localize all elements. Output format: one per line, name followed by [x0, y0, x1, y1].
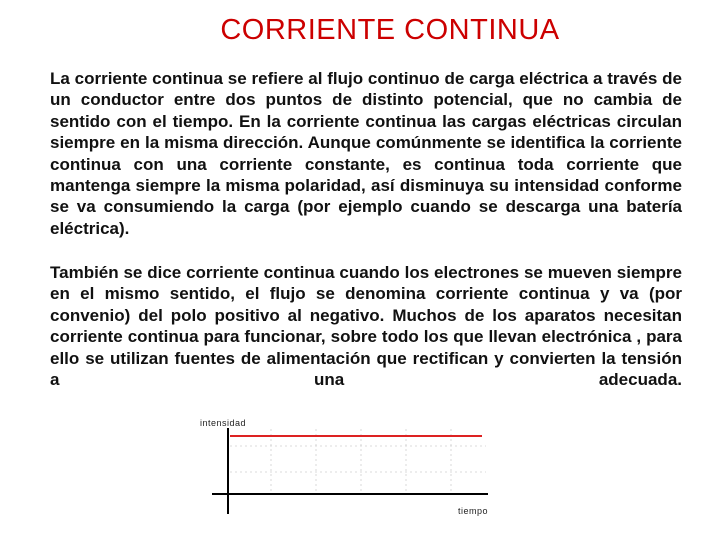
y-axis-label: intensidad — [200, 418, 247, 428]
paragraph-2: También se dice corriente continua cuando los electrones se mueven siempre en el mismo sentido, el flujo se denomina corriente continua y va (por convenio) del polo positivo al negativo. Muchos de los aparatos necesitan corriente continua para funcionar, sobre todo los que llevan electrónica , para ello se utilizan fuentes de alimentación que rectifican y convierten la tensión a una adecuada. — [50, 263, 682, 390]
current-time-chart — [196, 414, 496, 524]
x-axis-label: tiempo — [458, 506, 489, 516]
chart-grid — [230, 429, 486, 494]
page-title: CORRIENTE CONTINUA — [220, 14, 560, 46]
paragraph-1: La corriente continua se refiere al flujo continuo de carga eléctrica a través de un conductor entre dos puntos de distinto potencial, que no cambia de sentido con el tiempo. En la corriente continua las cargas eléctricas circulan siempre en la misma dirección. Aunque comúnmente se identifica la corriente continua con una corriente constante, es continua toda corriente que mantenga siempre la misma polaridad, así disminuya su intensidad conforme se va consumiendo la carga (por ejemplo cuando se descarga una batería eléctrica). — [50, 69, 682, 238]
